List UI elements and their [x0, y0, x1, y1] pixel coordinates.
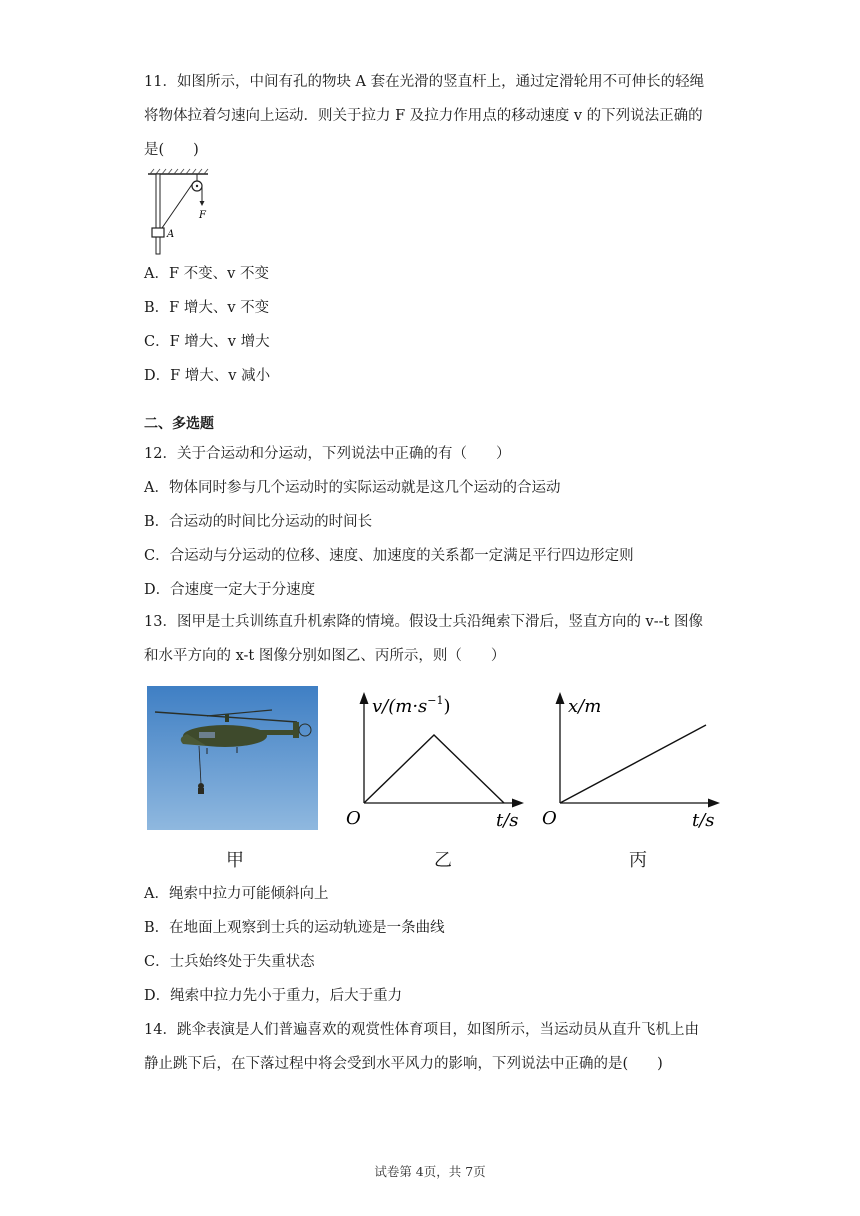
q11-line-2: 将物体拉着匀速向上运动．则关于拉力 F 及拉力作用点的移动速度 v 的下列说法正确的 [144, 108, 703, 124]
block-label: A [167, 229, 175, 240]
vt-x-arrow [512, 799, 524, 808]
xt-x-arrow [708, 799, 720, 808]
vt-series-line [364, 735, 504, 803]
q12-stem: 12．关于合运动和分运动，下列说法中正确的有（ ） [144, 446, 511, 462]
q11-option-d: D．F 增大、v 减小 [144, 368, 271, 384]
vt-ylabel: $v/(m\cdot s^{-1})$ [372, 694, 451, 717]
section-title: 二、多选题 [144, 416, 214, 432]
q13-option-a: A．绳索中拉力可能倾斜向上 [144, 886, 329, 902]
q13-option-c: C．士兵始终处于失重状态 [144, 954, 315, 970]
q11-option-a: A．F 不变、v 不变 [144, 266, 269, 282]
q12-option-a: A．物体同时参与几个运动时的实际运动就是这几个运动的合运动 [144, 480, 561, 496]
q13-option-d: D．绳索中拉力先小于重力，后大于重力 [144, 988, 403, 1004]
q13-option-b: B．在地面上观察到士兵的运动轨迹是一条曲线 [144, 920, 445, 936]
xt-xlabel: t/s [692, 810, 715, 831]
q11-line-3: 是( ) [144, 142, 199, 158]
q13-line-2: 和水平方向的 x-t 图像分别如图乙、丙所示，则（ ） [144, 648, 506, 664]
caption-bing: 丙 [629, 850, 647, 871]
vt-xlabel: t/s [496, 810, 519, 831]
xt-chart [536, 686, 726, 836]
xt-series-line [560, 725, 706, 803]
q11-option-b: B．F 增大、v 不变 [144, 300, 270, 316]
vt-chart [340, 686, 530, 836]
caption-jia: 甲 [226, 850, 244, 871]
q13-line-1: 13．图甲是士兵训练直升机索降的情境。假设士兵沿绳索下滑后，竖直方向的 v--t 图像 [144, 614, 703, 630]
xt-y-arrow [556, 692, 565, 704]
vt-y-arrow [360, 692, 369, 704]
q11-line-1: 11．如图所示，中间有孔的物块 A 套在光滑的竖直杆上，通过定滑轮用不可伸长的轻绳 [144, 74, 705, 90]
q14-line-1: 14．跳伞表演是人们普遍喜欢的观赏性体育项目，如图所示，当运动员从直升飞机上由 [144, 1022, 699, 1038]
q11-option-c: C．F 增大、v 增大 [144, 334, 270, 350]
caption-yi: 乙 [434, 850, 452, 871]
q12-option-c: C．合运动与分运动的位移、速度、加速度的关系都一定满足平行四边形定则 [144, 548, 634, 564]
q14-line-2: 静止跳下后，在下落过程中将会受到水平风力的影响，下列说法中正确的是( ) [144, 1056, 663, 1072]
force-label: F [199, 210, 206, 221]
q12-option-b: B．合运动的时间比分运动的时间长 [144, 514, 373, 530]
xt-ylabel: x/m [568, 696, 602, 717]
pulley-diagram [144, 168, 224, 258]
xt-origin: O [542, 808, 557, 829]
q12-option-d: D．合速度一定大于分速度 [144, 582, 316, 598]
vt-origin: O [346, 808, 361, 829]
page-footer: 试卷第 4页，共 7页 [374, 1164, 486, 1179]
helicopter-photo [147, 686, 318, 830]
